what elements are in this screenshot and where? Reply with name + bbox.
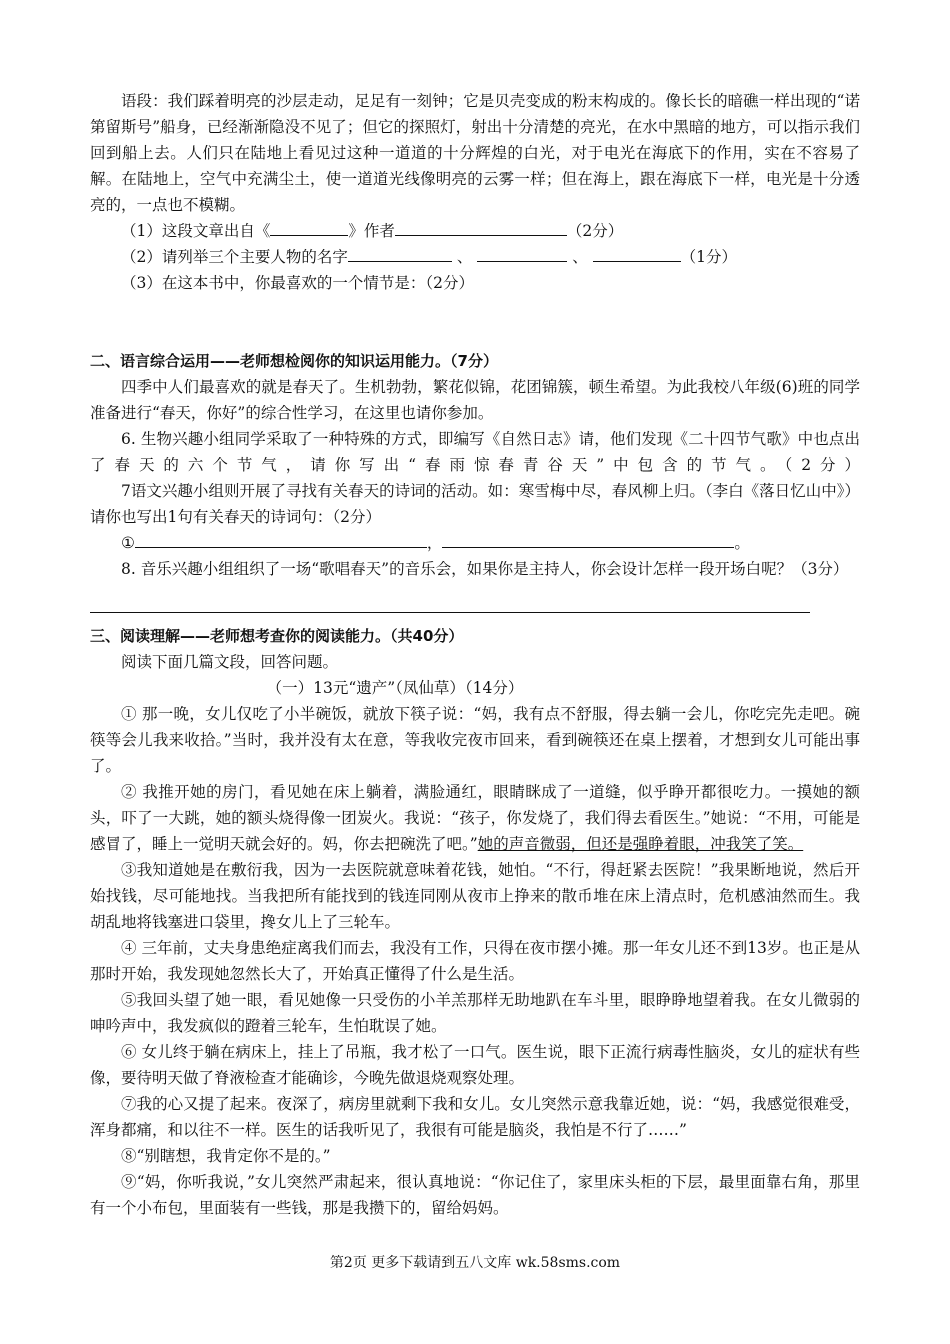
question-7: 7语文兴趣小组则开展了寻找有关春天的诗词的活动。如：寒雪梅中尽，春风柳上归。（李白《落日忆山中》）请你也写出1句有关春天的诗词句：（2分）: [90, 482, 860, 526]
paragraph-6: ⑥ 女儿终于躺在病床上，挂上了吊瓶，我才松了一口气。医生说，眼下正流行病毒性脑炎，女儿的症状有些像，要待明天做了脊液检查才能确诊，今晚先做退烧观察处理。: [90, 1043, 860, 1087]
title-blank[interactable]: [270, 219, 348, 236]
section2-heading: 二、语言综合运用——老师想检阅你的知识运用能力。（7分）: [90, 352, 498, 370]
name-blank-1[interactable]: [348, 245, 452, 262]
paragraph-8: ⑧“别瞎想，我肯定你不是的。”: [121, 1147, 331, 1165]
paragraph-2: ② 我推开她的房门，看见她在床上躺着，满脸通红，眼睛眯成了一道缝，似乎睁开都很吃力。一摸她的额头，吓了一大跳，她的额头烧得像一团炭火。我说：“孩子，你发烧了，我们得去看医生。”她说：“不用，可能是感冒了，睡上一觉明天就会好的。妈，你去把碗洗了吧。”她的声音微弱，但还是强睁着眼，冲我笑了笑。: [90, 783, 860, 853]
question-1: （1）这段文章出自《 》作者 （2分）: [90, 218, 860, 244]
section3-instruction: 阅读下面几篇文段，回答问题。: [121, 653, 339, 671]
question-6: 6. 生物兴趣小组同学采取了一种特殊的方式，即编写《自然日志》请，他们发现《二十四节气歌》中也点出了春天的六个节气，请你写出“春雨惊春青谷天”中包含的节气。（2分）: [90, 430, 860, 474]
article-title: （一）13元“遗产”（凤仙草）（14分）: [266, 679, 524, 697]
paragraph-1: ① 那一晚，女儿仅吃了小半碗饭，就放下筷子说：“妈，我有点不舒服，得去躺一会儿，你吃完先走吧。碗筷等会儿我来收拾。”当时，我并没有太在意，等我收完夜市回来，看到碗筷还在桌上摆着，才想到女儿可能出事了。: [90, 705, 860, 775]
underlined-sentence: 她的声音微弱，但还是强睁着眼，冲我笑了笑。: [477, 835, 804, 853]
author-blank[interactable]: [395, 219, 567, 236]
paragraph-5: ⑤我回头望了她一眼，看见她像一只受伤的小羊羔那样无助地趴在车斗里，眼睁睁地望着我。在女儿微弱的呻吟声中，我发疯似的蹬着三轮车，生怕耽误了她。: [90, 991, 860, 1035]
question-2: （2）请列举三个主要人物的名字 、 、 （1分）: [90, 244, 860, 270]
name-blank-3[interactable]: [593, 245, 681, 262]
section3-heading: 三、阅读理解——老师想考查你的阅读能力。（共40分）: [90, 627, 464, 645]
page-footer: 第2页 更多下载请到五八文库 wk.58sms.com: [329, 1255, 621, 1271]
question-3: （3）在这本书中，你最喜欢的一个情节是：（2分）: [121, 274, 474, 292]
section2-intro: 四季中人们最喜欢的就是春天了。生机勃勃，繁花似锦，花团锦簇，顿生希望。为此我校八年级(6)班的同学准备进行“春天，你好”的综合性学习，在这里也请你参加。: [90, 378, 860, 422]
paragraph-7: ⑦我的心又提了起来。夜深了，病房里就剩下我和女儿。女儿突然示意我靠近她，说：“妈，我感觉很难受，浑身都痛，和以往不一样。医生的话我听见了，我很有可能是脑炎，我怕是不行了……”: [90, 1095, 860, 1139]
paragraph-4: ④ 三年前，丈夫身患绝症离我们而去，我没有工作，只得在夜市摆小摊。那一年女儿还不到13岁。也正是从那时开始，我发现她忽然长大了，开始真正懂得了什么是生活。: [90, 939, 860, 983]
question-8: 8. 音乐兴趣小组组织了一场“歌唱春天”的音乐会，如果你是主持人，你会设计怎样一段开场白呢？（3分）: [121, 560, 849, 578]
question-7-answer: ① ， 。: [90, 530, 860, 556]
answer-line[interactable]: [90, 612, 810, 613]
poem-blank-2[interactable]: [442, 531, 734, 548]
paragraph-9: ⑨“妈，你听我说，”女儿突然严肃起来，很认真地说：“你记住了，家里床头柜的下层，最里面靠右角，那里有一个小布包，里面装有一些钱，那是我攒下的，留给妈妈。: [90, 1173, 860, 1217]
exam-page: [90, 88, 860, 1221]
name-blank-2[interactable]: [477, 245, 567, 262]
poem-blank-1[interactable]: [135, 531, 427, 548]
passage-text: 语段：我们踩着明亮的沙层走动，足足有一刻钟；它是贝壳变成的粉末构成的。像长长的暗礁一样出现的“诺第留斯号”船身，已经渐渐隐没不见了；但它的探照灯，射出十分清楚的亮光，在水中黑暗的地方，可以指示我们回到船上去。人们只在陆地上看见过这种一道道的十分辉煌的白光，对于电光在海底下的作用，实在不容易了解。在陆地上，空气中充满尘土，使一道道光线像明亮的云雾一样；但在海上，跟在海底下一样，电光是十分透亮的，一点也不模糊。: [90, 92, 860, 214]
paragraph-3: ③我知道她是在敷衍我，因为一去医院就意味着花钱，她怕。“不行，得赶紧去医院！”我果断地说，然后开始找钱，尽可能地找。当我把所有能找到的钱连同刚从夜市上挣来的散币堆在床上清点时，危机感油然而生。我胡乱地将钱塞进口袋里，搀女儿上了三轮车。: [90, 861, 860, 931]
